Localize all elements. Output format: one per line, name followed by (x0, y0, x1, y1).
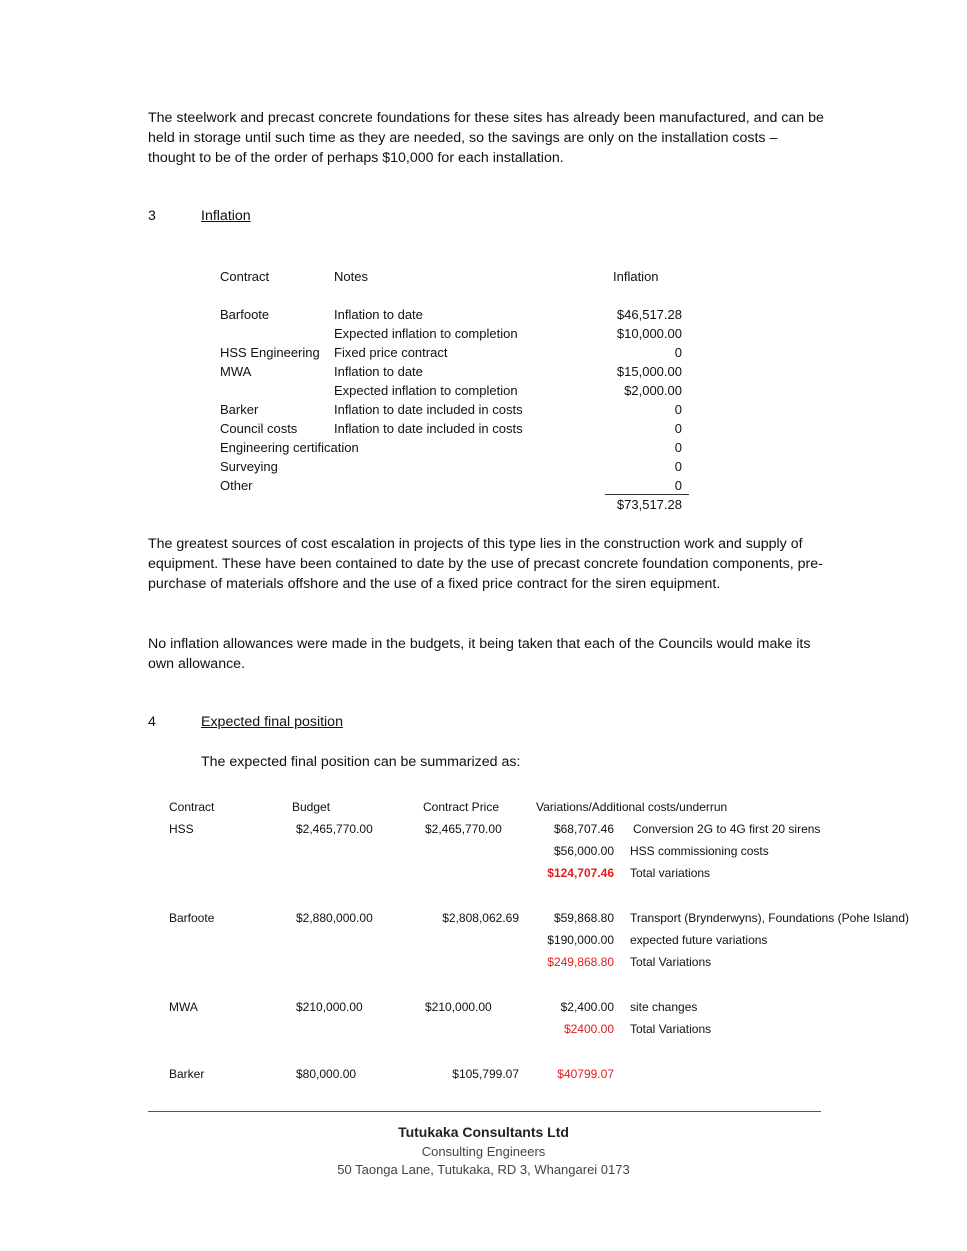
inflation-row-notes: Inflation to date included in costs (334, 421, 523, 436)
inflation-row-notes: Expected inflation to completion (334, 326, 518, 341)
barfoote-variation-desc: expected future variations (630, 933, 768, 947)
hss-variation-amount: $56,000.00 (553, 844, 614, 858)
hss-price: $2,465,770.00 (425, 822, 502, 836)
final-header-contract: Contract (169, 800, 215, 814)
mwa-total-amount: $2400.00 (563, 1022, 614, 1036)
hss-budget: $2,465,770.00 (296, 822, 373, 836)
barker-price: $105,799.07 (452, 1067, 519, 1081)
mwa-price: $210,000.00 (425, 1000, 492, 1014)
escalation-paragraph: The greatest sources of cost escalation in projects of this type lies in the construction work and supply of equipment. These have been contained to date by the use of precast concrete foundation components, pre-purchase of materials offshore and the use of a fixed price contract for the siren equipment. (148, 536, 823, 592)
barfoote-budget: $2,880,000.00 (296, 911, 373, 925)
final-header-price: Contract Price (423, 800, 500, 814)
total-rule (605, 494, 689, 495)
hss-variation-desc: HSS commissioning costs (630, 844, 769, 858)
inflation-row-value: $2,000.00 (624, 383, 682, 398)
inflation-row-contract: Other (220, 478, 253, 493)
inflation-row-contract: HSS Engineering (220, 345, 320, 360)
inflation-total: $73,517.28 (616, 497, 682, 512)
mwa-variation-amount: $2,400.00 (560, 1000, 614, 1014)
inflation-row-notes: Expected inflation to completion (334, 383, 518, 398)
footer-rule (148, 1111, 821, 1112)
section-3-title: Inflation (201, 208, 251, 224)
footer-address: 50 Taonga Lane, Tutukaka, RD 3, Whangarei 0173 (337, 1162, 630, 1177)
inflation-row-notes: Fixed price contract (334, 345, 448, 360)
barfoote-variation-desc: Transport (Brynderwyns), Foundations (Pohe Island) (630, 911, 910, 925)
mwa-budget: $210,000.00 (296, 1000, 363, 1014)
barker-contract: Barker (169, 1067, 205, 1081)
inflation-header-notes: Notes (334, 269, 368, 284)
inflation-row-contract: Barfoote (220, 307, 270, 322)
mwa-total-desc: Total Variations (630, 1022, 712, 1036)
barfoote-total-amount: $249,868.80 (547, 955, 614, 969)
inflation-row-value: 0 (674, 421, 682, 436)
inflation-row-contract: MWA (220, 364, 252, 379)
inflation-header-contract: Contract (220, 269, 270, 284)
hss-total-desc: Total variations (630, 866, 711, 880)
inflation-row-contract: Barker (220, 402, 259, 417)
inflation-row-contract: Engineering certification (220, 440, 359, 455)
hss-contract: HSS (169, 822, 194, 836)
footer-company: Tutukaka Consultants Ltd (398, 1124, 569, 1140)
hss-variation-amount: $68,707.46 (553, 822, 614, 836)
inflation-row-value: 0 (674, 345, 682, 360)
inflation-row-notes: Inflation to date included in costs (334, 402, 523, 417)
hss-total-amount: $124,707.46 (547, 866, 614, 880)
footer-tagline: Consulting Engineers (421, 1144, 546, 1159)
inflation-row-contract: Surveying (220, 459, 278, 474)
final-header-budget: Budget (292, 800, 331, 814)
inflation-row-value: $15,000.00 (616, 364, 682, 379)
section-3-number: 3 (148, 208, 156, 224)
barfoote-contract: Barfoote (169, 911, 215, 925)
intro-paragraph: The steelwork and precast concrete foundations for these sites has already been manufactured, and can be held in storage until such time as they are needed, so the savings are only on the installation costs – thought to be of the order of perhaps $10,000 for each installation. (148, 110, 824, 166)
inflation-row-value: 0 (674, 402, 682, 417)
barfoote-variation-amount: $59,868.80 (553, 911, 614, 925)
section-4-number: 4 (148, 714, 156, 730)
section-4-intro: The expected final position can be summarized as: (201, 754, 521, 770)
allowances-paragraph: No inflation allowances were made in the budgets, it being taken that each of the Councils would make its own allowance. (148, 636, 811, 672)
inflation-row-value: $46,517.28 (616, 307, 682, 322)
mwa-contract: MWA (169, 1000, 198, 1014)
inflation-header-inflation: Inflation (613, 269, 659, 284)
barfoote-price: $2,808,062.69 (442, 911, 519, 925)
inflation-row-value: 0 (674, 478, 682, 493)
barfoote-variation-amount: $190,000.00 (547, 933, 614, 947)
mwa-variation-desc: site changes (630, 1000, 698, 1014)
barker-variation-amount: $40799.07 (557, 1067, 614, 1081)
inflation-row-value: $10,000.00 (616, 326, 682, 341)
final-header-variations: Variations/Additional costs/underrun (536, 800, 728, 814)
barker-budget: $80,000.00 (296, 1067, 357, 1081)
inflation-row-notes: Inflation to date (334, 307, 423, 322)
section-4-title: Expected final position (201, 714, 343, 730)
inflation-row-value: 0 (674, 459, 682, 474)
barfoote-total-desc: Total Variations (630, 955, 712, 969)
hss-variation-desc: Conversion 2G to 4G first 20 sirens (633, 822, 821, 836)
inflation-row-notes: Inflation to date (334, 364, 423, 379)
inflation-row-contract: Council costs (220, 421, 298, 436)
inflation-row-value: 0 (674, 440, 682, 455)
